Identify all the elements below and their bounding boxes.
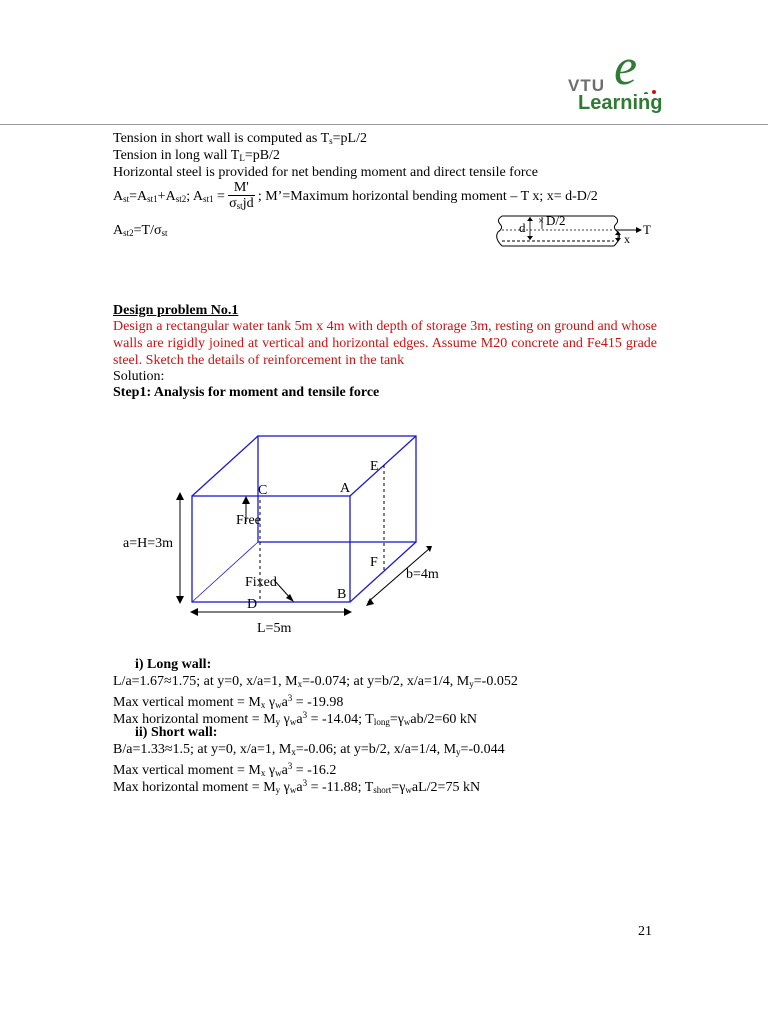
page-number: 21 [638, 924, 652, 939]
breadth-dimension-label: b=4m [406, 567, 439, 582]
step1-heading: Step1: Analysis for moment and tensile force [113, 385, 380, 400]
long-wall-horizontal-moment: Max horizontal moment = $M_y$ $\gamma_wa^3 = -14.04$; $T_{long}=\gamma_wab/2=60$ kN [113, 710, 478, 727]
long-wall-heading: i) Long wall: [135, 657, 212, 672]
tank-box-edges [192, 436, 416, 602]
ast-formula-line: $A_{st}=A_{st1}+A_{st2}$; $A_{st1}$ = $\frac{M'}{\sigma_{st}jd}$ ; M’=Maximum horizontal bending moment – T x; x= d-D/2 [113, 180, 598, 214]
point-a-label: A [340, 481, 351, 496]
fixed-edge-label: Fixed [245, 575, 277, 590]
height-dimension-label: a=H=3m [123, 536, 174, 551]
moment-fraction: $\frac{M'}{\sigma_{st}jd}$ [229, 180, 254, 211]
wall-section-figure [494, 210, 664, 260]
long-wall-vertical-moment: Max vertical moment = $M_x$ $\gamma_wa^3 = -19.98$ [113, 693, 344, 710]
water-tank-figure [0, 420, 768, 660]
point-e-label: E [370, 459, 379, 474]
short-wall-vertical-moment: Max vertical moment = $M_x$ $\gamma_wa^3 = -16.2$ [113, 761, 337, 778]
design-problem-statement: Design a rectangular water tank 5m x 4m with depth of storage 3m, resting on ground and whose walls are rigidly joined at vertical and horizontal edges. Assume M20 concrete and Fe415 grade steel. Sketch the details of reinforcement in the tank [113, 319, 657, 368]
section-half-depth-label: D/2 [546, 213, 566, 228]
point-b-label: B [337, 587, 347, 602]
vtu-elearning-logo [568, 24, 668, 120]
logo-vtu-text: VTU [568, 76, 605, 95]
long-wall-tension-line: Tension in long wall $T_L=pB/2$ [113, 148, 280, 163]
logo-e-letter: e [614, 39, 638, 94]
free-edge-label: Free [236, 513, 261, 528]
short-wall-tension-line: Tension in short wall is computed as $T_s=pL/2$ [113, 131, 367, 146]
point-d-label: D [247, 597, 258, 612]
length-dimension-label: L=5m [257, 621, 292, 636]
section-tension-label: T [643, 222, 651, 237]
point-f-label: F [370, 555, 378, 570]
solution-label: Solution: [113, 369, 165, 384]
point-c-label: C [258, 483, 268, 498]
section-d-label: d [519, 220, 526, 235]
short-wall-heading: ii) Short wall: [135, 725, 218, 740]
ast2-formula-line: $A_{st2}=T/\sigma_{st}$ [113, 223, 168, 238]
section-x-label: x [624, 232, 630, 246]
header-divider [0, 124, 768, 125]
logo-learning-text: Learning [578, 92, 663, 114]
short-wall-horizontal-moment: Max horizontal moment = $M_y$ $\gamma_wa^3 = -11.88$; $T_{short}=\gamma_waL/2=75$ kN [113, 778, 481, 795]
horizontal-steel-line: Horizontal steel is provided for net bending moment and direct tensile force [113, 165, 538, 180]
design-problem-heading: Design problem No.1 [113, 303, 239, 318]
long-wall-coefficients: L/a=1.67≈1.75; at y=0, x/a=1, $M_x=-0.074$; at y=b/2, x/a=1/4, $M_y=-0.052$ [113, 674, 518, 689]
svg-text:×: × [538, 215, 545, 227]
short-wall-coefficients: B/a=1.33≈1.5; at y=0, x/a=1, $M_x=-0.06$; at y=b/2, x/a=1/4, $M_y=-0.044$ [113, 742, 505, 757]
